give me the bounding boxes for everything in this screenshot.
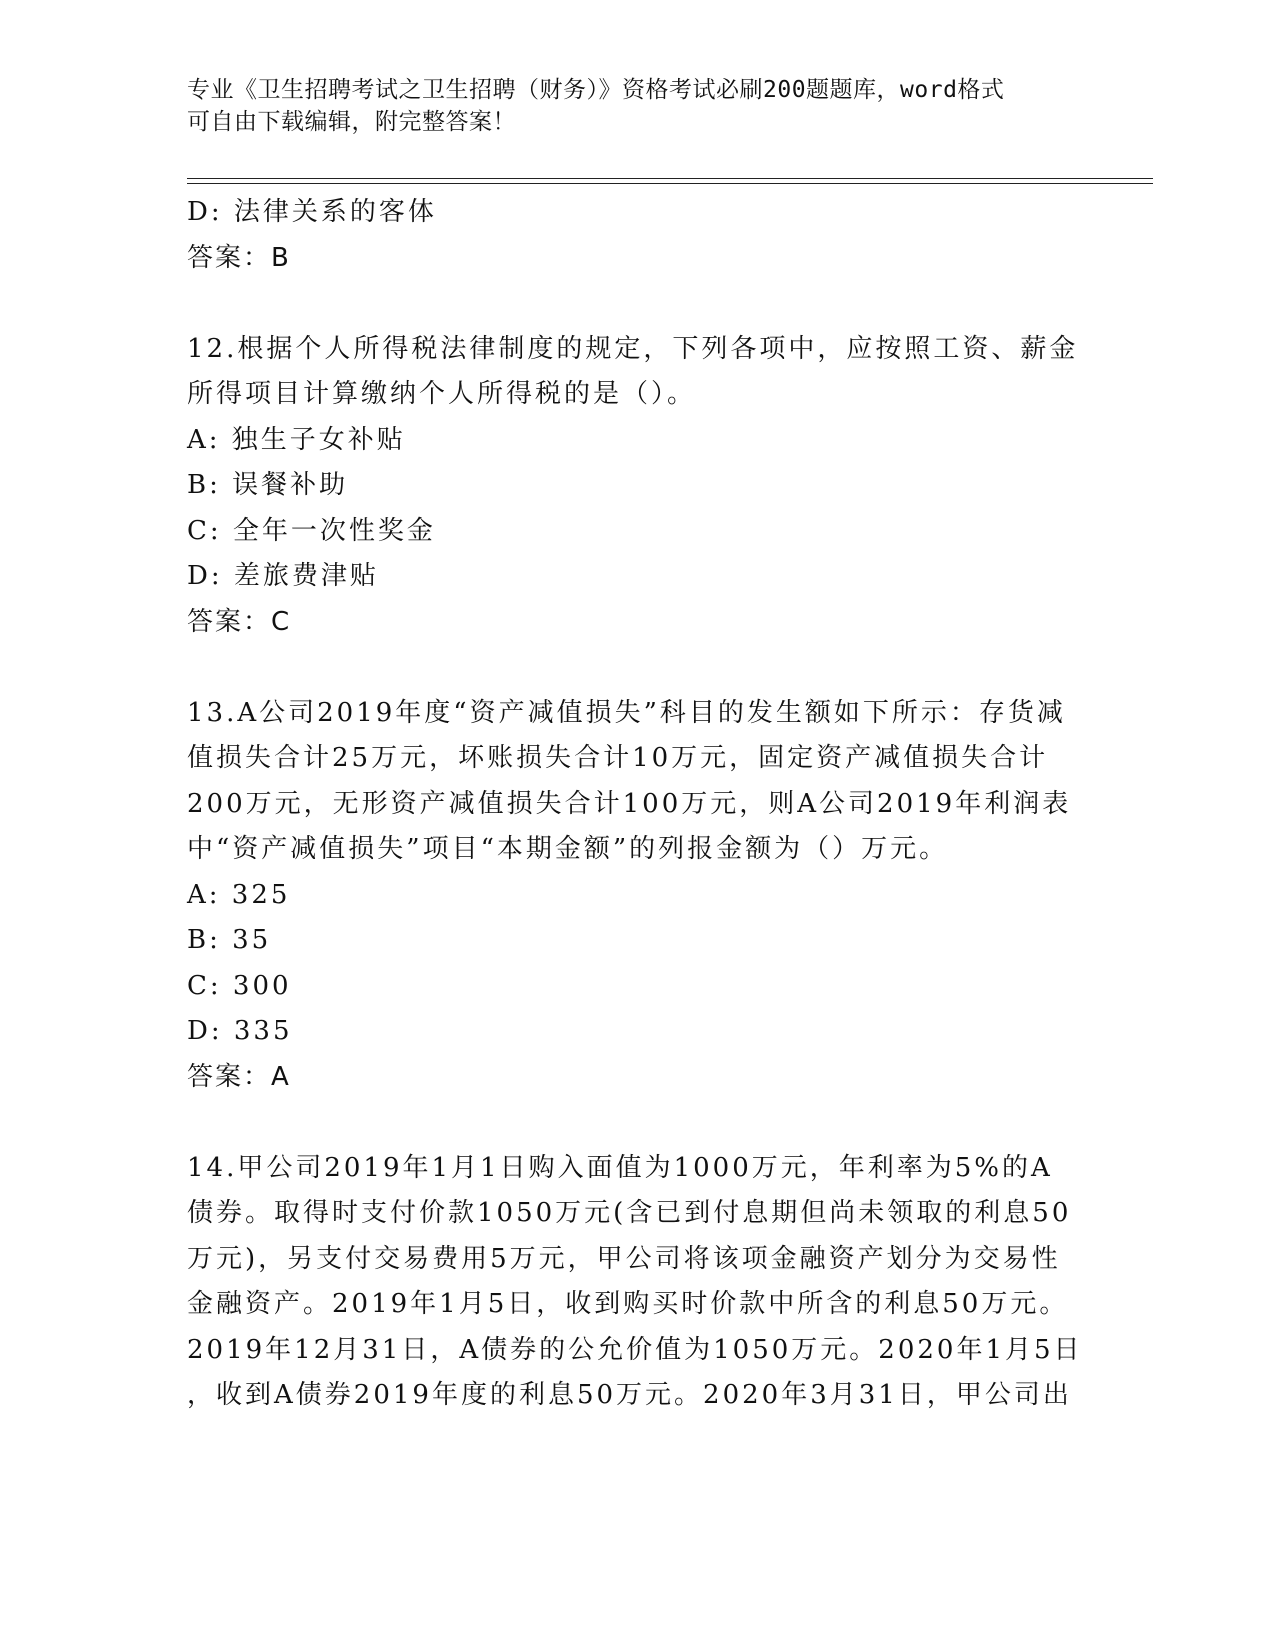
q14-stem-line-3: 万元)，另支付交易费用5万元，甲公司将该项金融资产划分为交易性 — [187, 1243, 1061, 1274]
q12-option-c: C: 全年一次性奖金 — [187, 515, 436, 546]
q13-stem-line-2: 值损失合计25万元，坏账损失合计10万元，固定资产减值损失合计 — [187, 743, 1049, 773]
question-12 — [187, 327, 1087, 646]
header-line-1: 专业《卫生招聘考试之卫生招聘（财务）》资格考试必刷200题题库，word格式 — [187, 77, 1005, 103]
question-13 — [187, 691, 1087, 1101]
spacer — [187, 1100, 1087, 1146]
question-14 — [187, 1146, 1087, 1419]
q14-stem-line-1: 14.甲公司2019年1月1日购入面值为1000万元，年利率为5%的A — [187, 1152, 1053, 1183]
q12-option-b: B: 误餐补助 — [187, 470, 349, 500]
document-header — [187, 74, 1067, 138]
q13-answer: 答案：A — [187, 1061, 291, 1092]
q12-answer: 答案：C — [187, 606, 292, 637]
q11-option-d: D: 法律关系的客体 — [187, 197, 437, 227]
q13-stem-line-4: 中“资产减值损失”项目“本期金额”的列报金额为（）万元。 — [187, 834, 949, 864]
question-11-tail — [187, 190, 1087, 281]
q12-stem-line-1: 12.根据个人所得税法律制度的规定，下列各项中，应按照工资、薪金 — [187, 333, 1079, 364]
q13-option-c: C: 300 — [187, 970, 292, 1001]
q14-stem-line-6: ，收到A债券2019年度的利息50万元。2020年3月31日，甲公司出 — [187, 1380, 1072, 1410]
header-line-2: 可自由下载编辑，附完整答案！ — [187, 109, 516, 135]
q13-stem-line-3: 200万元，无形资产减值损失合计100万元，则A公司2019年利润表 — [187, 788, 1072, 819]
q13-stem-line-1: 13.A公司2019年度“资产减值损失”科目的发生额如下所示：存货减 — [187, 697, 1066, 728]
q13-option-b: B: 35 — [187, 925, 272, 955]
spacer — [187, 281, 1087, 327]
q14-stem-line-5: 2019年12月31日，A债券的公允价值为1050万元。2020年1月5日 — [187, 1334, 1083, 1365]
header-divider-top — [187, 178, 1153, 179]
document-body — [187, 190, 1087, 1419]
q12-stem-line-2: 所得项目计算缴纳个人所得税的是（）。 — [187, 379, 697, 409]
q12-option-d: D: 差旅费津贴 — [187, 561, 379, 591]
q12-option-a: A: 独生子女补贴 — [187, 424, 406, 455]
q13-option-a: A: 325 — [187, 879, 291, 910]
q14-stem-line-4: 金融资产。2019年1月5日，收到购买时价款中所含的利息50万元。 — [187, 1289, 1069, 1319]
q11-answer: 答案：B — [187, 242, 291, 273]
spacer — [187, 645, 1087, 691]
q13-option-d: D: 335 — [187, 1016, 293, 1046]
q14-stem-line-2: 债券。取得时支付价款1050万元(含已到付息期但尚未领取的利息50 — [187, 1198, 1072, 1228]
header-divider-bottom — [187, 183, 1153, 184]
